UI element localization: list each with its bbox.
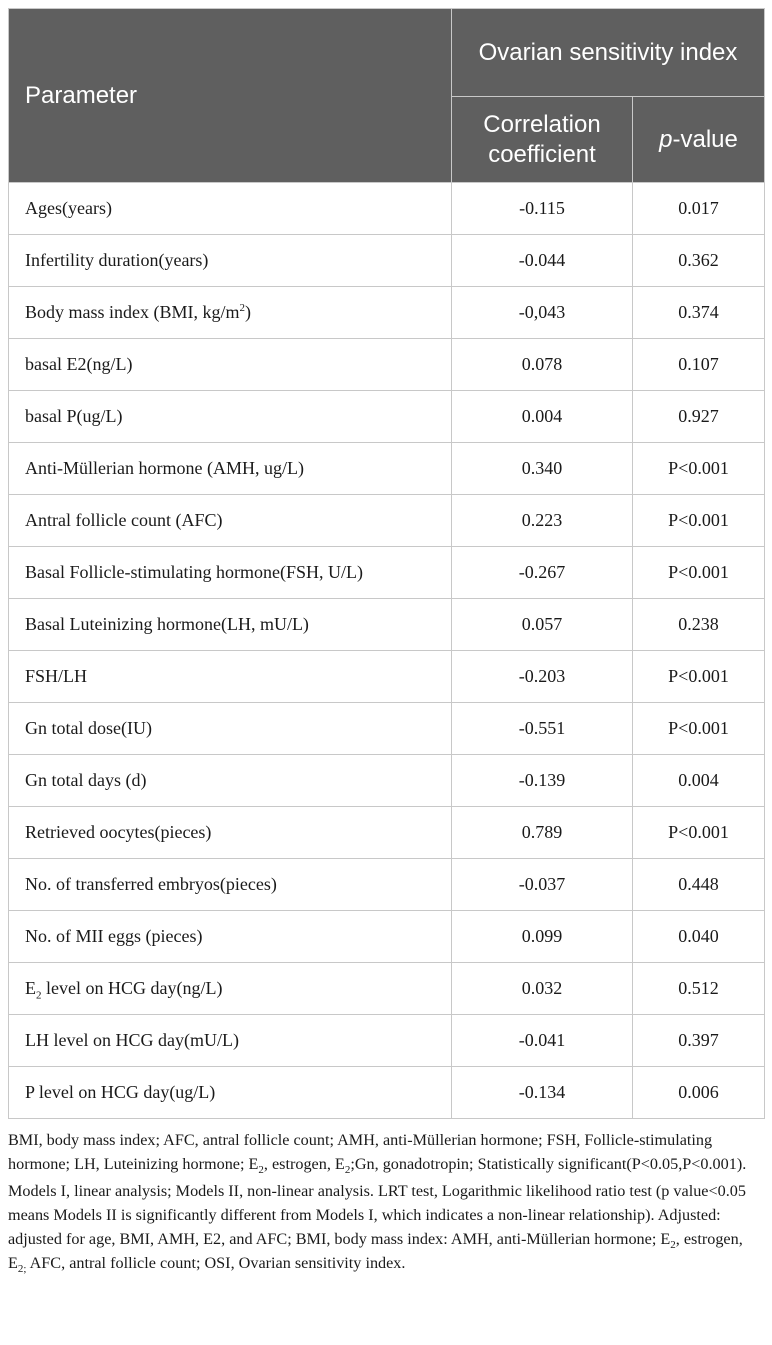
row-parameter: Body mass index (BMI, $kg/m^2$) [9, 287, 452, 339]
row-correlation: -0.551 [452, 703, 633, 755]
row-p-value: 0.107 [633, 339, 765, 391]
header-ovarian-sensitivity-index: Ovarian sensitivity index [452, 9, 765, 97]
row-correlation: 0.078 [452, 339, 633, 391]
row-p-value: P<0.001 [633, 807, 765, 859]
row-parameter: Infertility duration(years) [9, 235, 452, 287]
header-correlation-coefficient: Correlation coefficient [452, 97, 633, 183]
row-correlation: 0.340 [452, 443, 633, 495]
table-row [9, 1067, 765, 1119]
row-parameter: basal P(ug/L) [9, 391, 452, 443]
table-row [9, 495, 765, 547]
row-parameter: Anti-Müllerian hormone (AMH, ug/L) [9, 443, 452, 495]
row-p-value: 0.040 [633, 911, 765, 963]
row-correlation: -0.115 [452, 183, 633, 235]
table-row [9, 443, 765, 495]
table-row [9, 339, 765, 391]
table-row [9, 391, 765, 443]
row-p-value: 0.397 [633, 1015, 765, 1067]
table-row [9, 1015, 765, 1067]
table-row [9, 859, 765, 911]
row-correlation: 0.223 [452, 495, 633, 547]
row-parameter: LH level on HCG day(mU/L) [9, 1015, 452, 1067]
table-row [9, 963, 765, 1015]
row-correlation: -0.134 [452, 1067, 633, 1119]
row-p-value: 0.448 [633, 859, 765, 911]
row-p-value: 0.238 [633, 599, 765, 651]
row-parameter: P level on HCG day(ug/L) [9, 1067, 452, 1119]
row-correlation: 0.099 [452, 911, 633, 963]
row-p-value: 0.927 [633, 391, 765, 443]
row-correlation: -0.044 [452, 235, 633, 287]
table-row [9, 287, 765, 339]
row-p-value: 0.512 [633, 963, 765, 1015]
row-p-value: P<0.001 [633, 547, 765, 599]
table-row [9, 599, 765, 651]
row-parameter: FSH/LH [9, 651, 452, 703]
table-row [9, 911, 765, 963]
row-p-value: 0.017 [633, 183, 765, 235]
osi-correlation-table [8, 8, 765, 1119]
header-parameter: Parameter [9, 9, 452, 183]
row-parameter: Retrieved oocytes(pieces) [9, 807, 452, 859]
row-p-value: 0.374 [633, 287, 765, 339]
row-p-value: P<0.001 [633, 703, 765, 755]
footnote-models: Models I, linear analysis; Models II, non-linear analysis. LRT test, Logarithmic likelihood ratio test (p value<0.05 means Models II is significantly different from Models I, which indicates a non-linear relationship). Adjusted: adjusted for age, BMI, AMH, E2, and AFC; BMI, body mass index: AMH, anti-Müllerian hormone; $E_2$, estrogen, $E_{2;}$ AFC, antral follicle count; OSI, Ovarian sensitivity index. [8, 1182, 746, 1276]
header-p-value: p-value [633, 97, 765, 183]
row-parameter: No. of transferred embryos(pieces) [9, 859, 452, 911]
row-correlation: 0.032 [452, 963, 633, 1015]
row-correlation: -0.267 [452, 547, 633, 599]
table-row [9, 183, 765, 235]
table-row [9, 547, 765, 599]
table-footnotes [8, 1128, 764, 1278]
table-row [9, 235, 765, 287]
row-correlation: -0.041 [452, 1015, 633, 1067]
table-row [9, 651, 765, 703]
table-row [9, 807, 765, 859]
row-parameter: Ages(years) [9, 183, 452, 235]
row-correlation: -0.139 [452, 755, 633, 807]
row-parameter: Gn total days (d) [9, 755, 452, 807]
row-p-value: 0.004 [633, 755, 765, 807]
row-correlation: 0.789 [452, 807, 633, 859]
row-parameter: basal E2(ng/L) [9, 339, 452, 391]
row-parameter: Basal Luteinizing hormone(LH, mU/L) [9, 599, 452, 651]
row-p-value: P<0.001 [633, 651, 765, 703]
row-parameter: Antral follicle count (AFC) [9, 495, 452, 547]
row-correlation: -0,043 [452, 287, 633, 339]
table-row [9, 703, 765, 755]
row-correlation: 0.057 [452, 599, 633, 651]
footnote-abbreviations: BMI, body mass index; AFC, antral follicle count; AMH, anti-Müllerian hormone; FSH, Follicle-stimulating hormone; LH, Luteinizing hormone; $E_2$, estrogen, $E_2;Gn$, gonadotropin; Statistically significant(P<0.05,P<0.001). [8, 1131, 747, 1177]
row-parameter: $E_2$ level on HCG day(ng/L) [9, 963, 452, 1015]
row-parameter: No. of MII eggs (pieces) [9, 911, 452, 963]
row-parameter: Gn total dose(IU) [9, 703, 452, 755]
row-parameter: Basal Follicle-stimulating hormone(FSH, U/L) [9, 547, 452, 599]
table-row [9, 755, 765, 807]
row-correlation: -0.037 [452, 859, 633, 911]
row-correlation: -0.203 [452, 651, 633, 703]
row-p-value: P<0.001 [633, 495, 765, 547]
row-p-value: 0.006 [633, 1067, 765, 1119]
row-correlation: 0.004 [452, 391, 633, 443]
row-p-value: 0.362 [633, 235, 765, 287]
row-p-value: P<0.001 [633, 443, 765, 495]
